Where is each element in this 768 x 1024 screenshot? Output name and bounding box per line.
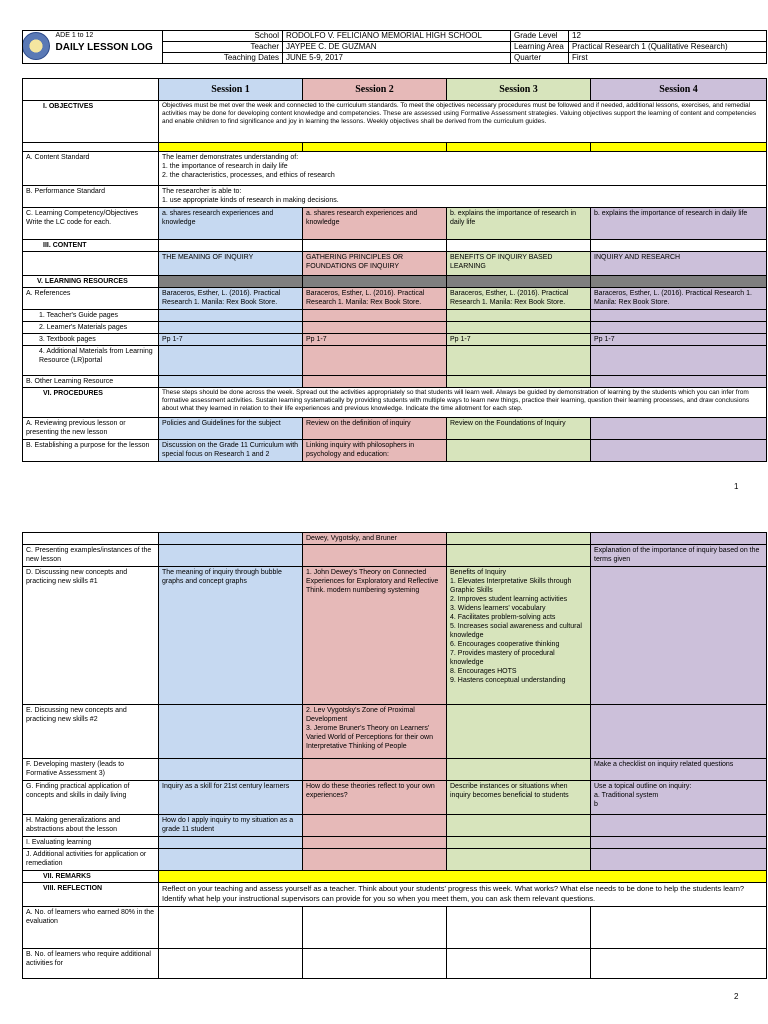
purpose-s1: Discussion on the Grade 11 Curriculum with special focus on Research 1 and 2 — [159, 440, 303, 462]
performance-standard — [159, 186, 767, 208]
content-s2: GATHERING PRINCIPLES OR FOUNDATIONS OF INQUIRY — [303, 252, 447, 276]
competency-subtitle: Write the LC code for each. — [26, 219, 112, 226]
other-resource-label: B. Other Learning Resource — [23, 376, 159, 388]
reference-s4: Baraceros, Esther, L. (2016). Practical Research 1. Manila: Rex Book Store. — [591, 288, 767, 310]
content-standard-item: 2. the characteristics, processes, and ethics of research — [162, 172, 335, 179]
dates-value: JUNE 5-9, 2017 — [283, 53, 511, 64]
generalization-label: H. Making generalizations and abstractions about the lesson — [23, 815, 159, 837]
benefit-item: 8. Encourages HOTS — [450, 668, 517, 675]
header-table — [22, 30, 767, 64]
review-s4 — [591, 418, 767, 440]
benefit-item: 7. Provides mastery of procedural knowledge — [450, 650, 555, 666]
apply-s1: Inquiry as a skill for 21st century learners — [159, 781, 303, 815]
competency-s1: a. shares research experiences and knowledge — [159, 208, 303, 240]
reference-s2: Baraceros, Esther, L. (2016). Practical Research 1. Manila: Rex Book Store. — [303, 288, 447, 310]
additional-activities-label: J. Additional activities for application or remediation — [23, 849, 159, 871]
lesson-table-page1 — [22, 78, 767, 462]
review-s2: Review on the definition of inquiry — [303, 418, 447, 440]
area-value: Practical Research 1 (Qualitative Research) — [569, 42, 767, 53]
review-s1: Policies and Guidelines for the subject — [159, 418, 303, 440]
doc-title: DAILY LESSON LOG — [53, 42, 163, 64]
reflection-label: VIII. REFLECTION — [23, 883, 159, 907]
apply-s4-b: b — [594, 801, 598, 808]
grade-range: ADE 1 to 12 — [53, 31, 163, 42]
textbook-s3: Pp 1-7 — [447, 334, 591, 346]
content-s1: THE MEANING OF INQUIRY — [159, 252, 303, 276]
reference-s3: Baraceros, Esther, L. (2016). Practical Research 1. Manila: Rex Book Store. — [447, 288, 591, 310]
apply-s4-a: a. Traditional system — [594, 792, 659, 799]
textbook-label: 3. Textbook pages — [23, 334, 159, 346]
benefit-item: 4. Facilitates problem-solving acts — [450, 614, 556, 621]
textbook-s1: Pp 1-7 — [159, 334, 303, 346]
content-standard-label: A. Content Standard — [23, 152, 159, 186]
apply-s3: Describe instances or situations when inquiry becomes beneficial to students — [447, 781, 591, 815]
session-1-header: Session 1 — [159, 79, 303, 101]
review-label: A. Reviewing previous lesson or presenting the new lesson — [23, 418, 159, 440]
benefit-item: 3. Widens learners' vocabulary — [450, 605, 546, 612]
competency-s3: b. explains the importance of research in daily life — [447, 208, 591, 240]
page-1 — [0, 0, 768, 500]
reflection-text: Reflect on your teaching and assess yourself as a teacher. Think about your students' progress this week. What works? What else needs to be done to help the students learn? Identify what help your instructional supervisors can provide for you so when you meet them, you can ask them relevant questions. — [159, 883, 767, 907]
require-additional-label: B. No. of learners who require additional activities for — [23, 949, 159, 979]
additional-materials-label: 4. Additional Materials from Learning Resource (LR)portal — [23, 346, 159, 376]
objectives-label: I. OBJECTIVES — [23, 101, 159, 143]
purpose-s2: Linking inquiry with philosophers in psychology and education: — [303, 440, 447, 462]
theory-item: 2. Lev Vygotsky's Zone of Proximal Development — [306, 707, 415, 723]
content-label: III. CONTENT — [23, 240, 159, 252]
generalization-s1: How do I apply inquiry to my situation as a grade 11 student — [159, 815, 303, 837]
dates-label: Teaching Dates — [163, 53, 283, 64]
performance-standard-label: B. Performance Standard — [23, 186, 159, 208]
presenting-label: C. Presenting examples/instances of the new lesson — [23, 545, 159, 567]
apply-s4-text: Use a topical outline on inquiry: — [594, 783, 692, 790]
quarter-value: First — [569, 53, 767, 64]
procedures-label: VI. PROCEDURES — [23, 388, 159, 418]
benefit-item: Benefits of Inquiry — [450, 569, 507, 576]
session-3-header: Session 3 — [447, 79, 591, 101]
presenting-s4: Explanation of the importance of inquiry based on the terms given — [591, 545, 767, 567]
benefit-item: 9. Hastens conceptual understanding — [450, 677, 566, 684]
discuss1-label: D. Discussing new concepts and practicing new skills #1 — [23, 567, 159, 705]
eighty-percent-label: A. No. of learners who earned 80% in the evaluation — [23, 907, 159, 949]
session-2-header: Session 2 — [303, 79, 447, 101]
school-label: School — [163, 31, 283, 42]
session-4-header: Session 4 — [591, 79, 767, 101]
teacher-label: Teacher — [163, 42, 283, 53]
competency-label — [23, 208, 159, 240]
benefit-item: 6. Encourages cooperative thinking — [450, 641, 560, 648]
apply-s4 — [591, 781, 767, 815]
discuss2-label: E. Discussing new concepts and practicing new skills #2 — [23, 705, 159, 759]
discuss1-s1: The meaning of inquiry through bubble graphs and concept graphs — [159, 567, 303, 705]
purpose-s2-continued: Dewey, Vygotsky, and Bruner — [303, 533, 447, 545]
mastery-label: F. Developing mastery (leads to Formative Assessment 3) — [23, 759, 159, 781]
content-standard — [159, 152, 767, 186]
content-s3: BENEFITS OF INQUIRY BASED LEARNING — [447, 252, 591, 276]
learners-materials-label: 2. Learner's Materials pages — [23, 322, 159, 334]
reference-s1: Baraceros, Esther, L. (2016). Practical Research 1. Manila: Rex Book Store. — [159, 288, 303, 310]
grade-value: 12 — [569, 31, 767, 42]
mastery-s4: Make a checklist on inquiry related questions — [591, 759, 767, 781]
textbook-s4: Pp 1-7 — [591, 334, 767, 346]
purpose-s4 — [591, 440, 767, 462]
remarks-label: VII. REMARKS — [23, 871, 159, 883]
performance-standard-text: The researcher is able to: — [162, 188, 242, 195]
quarter-label: Quarter — [511, 53, 569, 64]
discuss1-s2: 1. John Dewey's Theory on Connected Experiences for Exploratory and Reflective Think. modern numbering systeming — [303, 567, 447, 705]
performance-standard-item: 1. use appropriate kinds of research in making decisions. — [162, 197, 339, 204]
competency-title: C. Learning Competency/Objectives — [26, 210, 139, 217]
benefit-item: 5. Increases social awareness and cultural knowledge — [450, 623, 582, 639]
content-standard-item: 1. the importance of research in daily life — [162, 163, 288, 170]
benefit-item: 2. Improves student learning activities — [450, 596, 568, 603]
competency-s2: a. shares research experiences and knowledge — [303, 208, 447, 240]
page-separator — [0, 500, 768, 520]
procedures-text: These steps should be done across the week. Spread out the activities appropriately so that students will learn well. Always be guided by demonstration of learning by the students which you can infer from formative assessment activities. Sustain learning systematically by providing students with multiple ways to learn new things, practice their learning, question their learning processes, and draw conclusions about what they learned in relation to their life experiences and previous knowledge. Indicate the time allotment for each step. — [159, 388, 767, 418]
school-value: RODOLFO V. FELICIANO MEMORIAL HIGH SCHOOL — [283, 31, 511, 42]
teachers-guide-label: 1. Teacher's Guide pages — [23, 310, 159, 322]
theory-item: 3. Jerome Bruner's Theory on Learners' Varied World of Perceptions for their own Interpretative Thinking of People — [306, 725, 433, 750]
page-2 — [0, 520, 768, 1024]
references-label: A. References — [23, 288, 159, 310]
grade-label: Grade Level — [511, 31, 569, 42]
page-number: 1 — [734, 482, 739, 491]
purpose-s3 — [447, 440, 591, 462]
teacher-value: JAYPEE C. DE GUZMAN — [283, 42, 511, 53]
apply-s2: How do these theories reflect to your own experiences? — [303, 781, 447, 815]
discuss2-s2 — [303, 705, 447, 759]
content-standard-text: The learner demonstrates understanding of: — [162, 154, 299, 161]
textbook-s2: Pp 1-7 — [303, 334, 447, 346]
apply-label: G. Finding practical application of concepts and skills in daily living — [23, 781, 159, 815]
review-s3: Review on the Foundations of Inquiry — [447, 418, 591, 440]
area-label: Learning Area — [511, 42, 569, 53]
page-number: 2 — [734, 992, 739, 1001]
objectives-text: Objectives must be met over the week and connected to the curriculum standards. To meet the objectives necessary procedures must be followed and if needed, additional lessons, exercises, and remedial activities may be done for developing content knowledge and competencies. These are assessed using Formative Assessment strategies. Valuing objectives support the learning of content and competencies and enable children to find significance and joy in learning the lessons. Weekly objectives shall be derived from the curriculum guides. — [159, 101, 767, 143]
competency-s4: b. explains the importance of research in daily life — [591, 208, 767, 240]
purpose-label: B. Establishing a purpose for the lesson — [23, 440, 159, 462]
resources-label: V. LEARNING RESOURCES — [23, 276, 159, 288]
evaluating-label: I. Evaluating learning — [23, 837, 159, 849]
content-s4: INQUIRY AND RESEARCH — [591, 252, 767, 276]
lesson-table-page2 — [22, 532, 767, 979]
discuss1-s3 — [447, 567, 591, 705]
benefit-item: 1. Elevates Interpretative Skills through Graphic Skills — [450, 578, 572, 594]
